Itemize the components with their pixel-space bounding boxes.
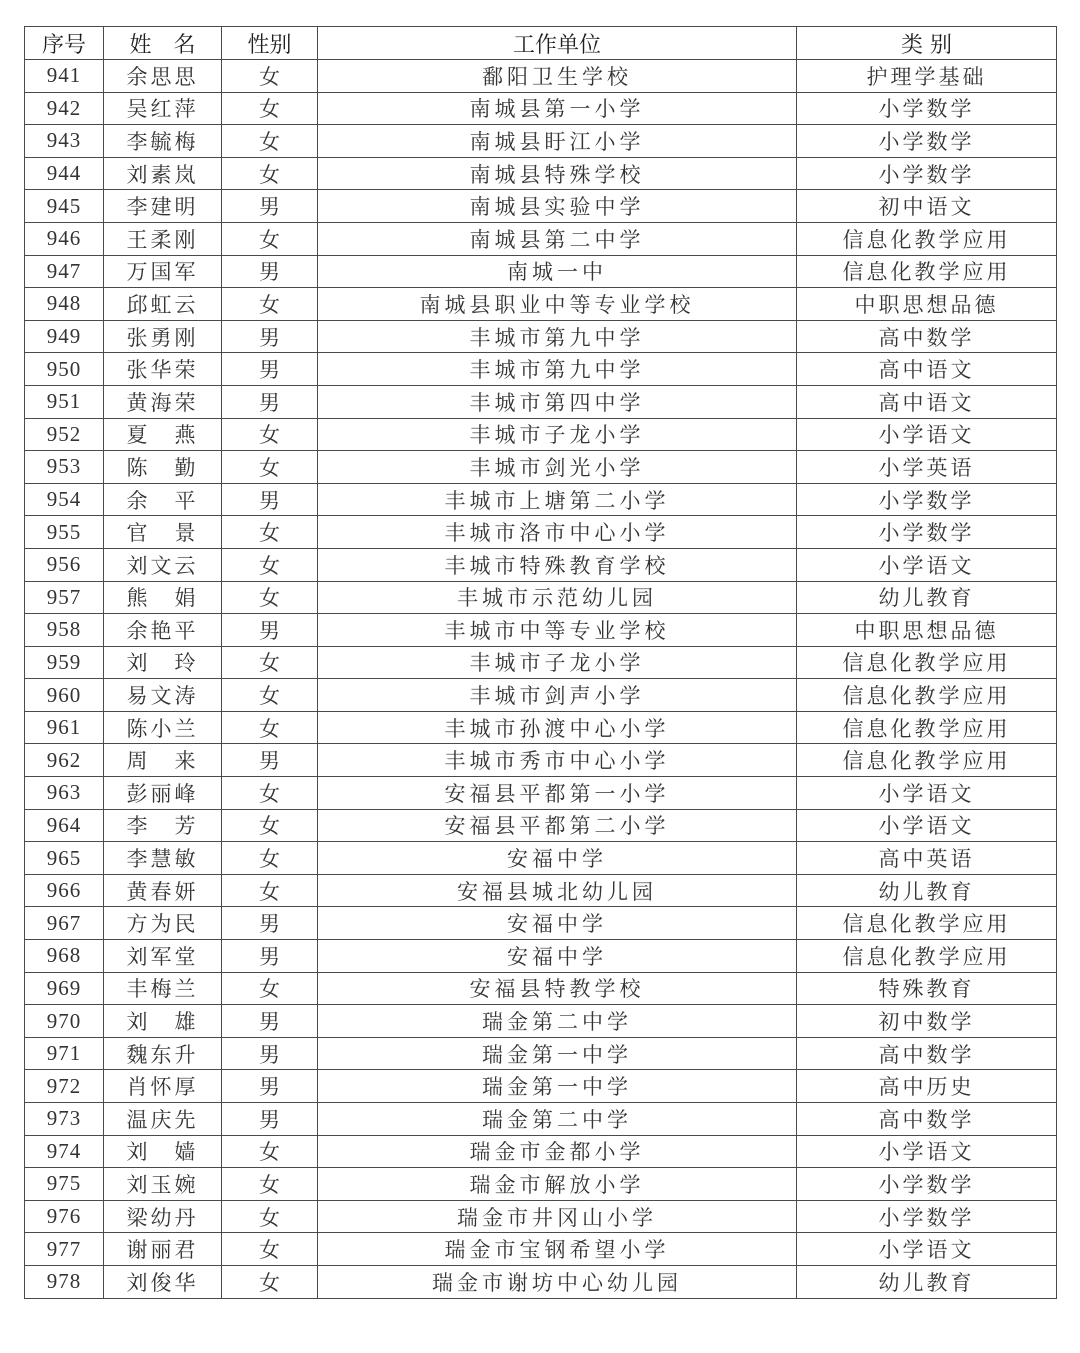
cell-name: 周 来	[104, 744, 222, 777]
table-row	[25, 777, 1057, 810]
cell-seq: 954	[25, 483, 104, 516]
cell-unit: 丰城市中等专业学校	[318, 614, 797, 647]
cell-unit: 南城县职业中等专业学校	[318, 288, 797, 321]
cell-gender: 男	[222, 255, 318, 288]
table-row	[25, 842, 1057, 875]
cell-gender: 女	[222, 646, 318, 679]
cell-unit: 南城县第二中学	[318, 222, 797, 255]
table-row	[25, 516, 1057, 549]
table-row	[25, 874, 1057, 907]
cell-unit: 丰城市剑声小学	[318, 679, 797, 712]
cell-name: 梁幼丹	[104, 1200, 222, 1233]
cell-name: 刘 雄	[104, 1005, 222, 1038]
cell-seq: 973	[25, 1103, 104, 1136]
table-row	[25, 581, 1057, 614]
cell-name: 夏 燕	[104, 418, 222, 451]
cell-gender: 女	[222, 516, 318, 549]
cell-unit: 丰城市上塘第二小学	[318, 483, 797, 516]
cell-name: 黄海荣	[104, 385, 222, 418]
cell-seq: 968	[25, 940, 104, 973]
table-row	[25, 288, 1057, 321]
cell-category: 小学语文	[797, 777, 1057, 810]
cell-category: 小学英语	[797, 451, 1057, 484]
cell-category: 信息化教学应用	[797, 646, 1057, 679]
cell-category: 高中历史	[797, 1070, 1057, 1103]
cell-gender: 男	[222, 483, 318, 516]
table-row	[25, 60, 1057, 93]
table-header-row	[25, 27, 1057, 60]
cell-seq: 963	[25, 777, 104, 810]
table-row	[25, 940, 1057, 973]
cell-name: 余艳平	[104, 614, 222, 647]
table-row	[25, 190, 1057, 223]
cell-seq: 972	[25, 1070, 104, 1103]
cell-seq: 971	[25, 1037, 104, 1070]
cell-unit: 丰城市第九中学	[318, 353, 797, 386]
cell-seq: 958	[25, 614, 104, 647]
cell-gender: 女	[222, 418, 318, 451]
cell-name: 陈 勤	[104, 451, 222, 484]
cell-name: 李慧敏	[104, 842, 222, 875]
cell-gender: 女	[222, 222, 318, 255]
table-row	[25, 385, 1057, 418]
cell-seq: 961	[25, 711, 104, 744]
cell-unit: 丰城市剑光小学	[318, 451, 797, 484]
cell-name: 熊 娟	[104, 581, 222, 614]
cell-category: 高中语文	[797, 353, 1057, 386]
cell-gender: 女	[222, 92, 318, 125]
table-row	[25, 1265, 1057, 1298]
cell-gender: 男	[222, 940, 318, 973]
cell-category: 高中英语	[797, 842, 1057, 875]
cell-seq: 978	[25, 1265, 104, 1298]
cell-name: 谢丽君	[104, 1233, 222, 1266]
cell-gender: 女	[222, 451, 318, 484]
cell-seq: 942	[25, 92, 104, 125]
cell-name: 邱虹云	[104, 288, 222, 321]
cell-unit: 瑞金第一中学	[318, 1037, 797, 1070]
cell-gender: 女	[222, 157, 318, 190]
cell-seq: 974	[25, 1135, 104, 1168]
cell-gender: 女	[222, 125, 318, 158]
table-row	[25, 711, 1057, 744]
cell-unit: 安福中学	[318, 940, 797, 973]
cell-unit: 南城县第一小学	[318, 92, 797, 125]
teacher-roster-table	[24, 26, 1057, 1299]
table-row	[25, 125, 1057, 158]
table-body	[25, 60, 1057, 1299]
table-row	[25, 353, 1057, 386]
cell-name: 张勇刚	[104, 320, 222, 353]
cell-category: 初中数学	[797, 1005, 1057, 1038]
cell-gender: 男	[222, 190, 318, 223]
cell-gender: 女	[222, 288, 318, 321]
cell-category: 信息化教学应用	[797, 222, 1057, 255]
cell-gender: 男	[222, 1037, 318, 1070]
cell-unit: 安福中学	[318, 907, 797, 940]
cell-gender: 男	[222, 907, 318, 940]
cell-category: 初中语文	[797, 190, 1057, 223]
cell-category: 信息化教学应用	[797, 744, 1057, 777]
cell-unit: 鄱阳卫生学校	[318, 60, 797, 93]
cell-category: 幼儿教育	[797, 581, 1057, 614]
cell-name: 刘素岚	[104, 157, 222, 190]
cell-category: 中职思想品德	[797, 614, 1057, 647]
cell-unit: 瑞金市谢坊中心幼儿园	[318, 1265, 797, 1298]
cell-seq: 960	[25, 679, 104, 712]
cell-name: 黄春妍	[104, 874, 222, 907]
cell-seq: 944	[25, 157, 104, 190]
cell-category: 高中语文	[797, 385, 1057, 418]
cell-name: 陈小兰	[104, 711, 222, 744]
cell-name: 李 芳	[104, 809, 222, 842]
table-row	[25, 646, 1057, 679]
cell-category: 小学语文	[797, 1233, 1057, 1266]
table-row	[25, 907, 1057, 940]
cell-category: 护理学基础	[797, 60, 1057, 93]
cell-name: 肖怀厚	[104, 1070, 222, 1103]
cell-seq: 965	[25, 842, 104, 875]
cell-unit: 安福中学	[318, 842, 797, 875]
header-unit	[318, 27, 797, 60]
cell-category: 小学语文	[797, 1135, 1057, 1168]
table-row	[25, 1070, 1057, 1103]
table-row	[25, 1037, 1057, 1070]
cell-seq: 962	[25, 744, 104, 777]
table-row	[25, 548, 1057, 581]
cell-gender: 女	[222, 581, 318, 614]
cell-category: 幼儿教育	[797, 874, 1057, 907]
table-row	[25, 809, 1057, 842]
cell-seq: 955	[25, 516, 104, 549]
cell-category: 小学数学	[797, 1168, 1057, 1201]
cell-gender: 女	[222, 60, 318, 93]
table-row	[25, 418, 1057, 451]
header-seq-label: 序号	[41, 32, 86, 58]
cell-unit: 瑞金第二中学	[318, 1005, 797, 1038]
cell-unit: 南城县特殊学校	[318, 157, 797, 190]
cell-gender: 女	[222, 1233, 318, 1266]
cell-category: 信息化教学应用	[797, 940, 1057, 973]
cell-category: 小学语文	[797, 418, 1057, 451]
cell-name: 王柔刚	[104, 222, 222, 255]
cell-name: 彭丽峰	[104, 777, 222, 810]
cell-seq: 952	[25, 418, 104, 451]
cell-category: 小学语文	[797, 809, 1057, 842]
header-category	[797, 27, 1057, 60]
table-row	[25, 614, 1057, 647]
cell-gender: 女	[222, 1200, 318, 1233]
cell-gender: 男	[222, 1070, 318, 1103]
cell-category: 小学数学	[797, 157, 1057, 190]
cell-category: 信息化教学应用	[797, 711, 1057, 744]
cell-name: 官 景	[104, 516, 222, 549]
table-row	[25, 222, 1057, 255]
cell-seq: 967	[25, 907, 104, 940]
document-sheet	[24, 26, 1056, 1299]
cell-seq: 970	[25, 1005, 104, 1038]
cell-gender: 女	[222, 777, 318, 810]
cell-seq: 976	[25, 1200, 104, 1233]
cell-name: 张华荣	[104, 353, 222, 386]
table-row	[25, 1135, 1057, 1168]
cell-unit: 瑞金市井冈山小学	[318, 1200, 797, 1233]
header-seq	[25, 27, 104, 60]
cell-seq: 959	[25, 646, 104, 679]
cell-unit: 丰城市秀市中心小学	[318, 744, 797, 777]
cell-seq: 950	[25, 353, 104, 386]
cell-gender: 女	[222, 874, 318, 907]
table-row	[25, 1005, 1057, 1038]
table-row	[25, 483, 1057, 516]
cell-category: 高中数学	[797, 320, 1057, 353]
table-row	[25, 451, 1057, 484]
cell-name: 方为民	[104, 907, 222, 940]
cell-gender: 男	[222, 385, 318, 418]
cell-name: 刘 嫱	[104, 1135, 222, 1168]
cell-unit: 南城县盱江小学	[318, 125, 797, 158]
cell-unit: 丰城市示范幼儿园	[318, 581, 797, 614]
cell-seq: 969	[25, 972, 104, 1005]
cell-category: 小学数学	[797, 92, 1057, 125]
cell-unit: 南城一中	[318, 255, 797, 288]
cell-category: 小学数学	[797, 483, 1057, 516]
cell-seq: 977	[25, 1233, 104, 1266]
cell-gender: 男	[222, 320, 318, 353]
cell-name: 余思思	[104, 60, 222, 93]
cell-gender: 女	[222, 1265, 318, 1298]
cell-gender: 男	[222, 1103, 318, 1136]
table-row	[25, 972, 1057, 1005]
table-row	[25, 1168, 1057, 1201]
cell-category: 小学语文	[797, 548, 1057, 581]
cell-name: 魏东升	[104, 1037, 222, 1070]
cell-unit: 瑞金市解放小学	[318, 1168, 797, 1201]
table-row	[25, 744, 1057, 777]
table-row	[25, 92, 1057, 125]
table-row	[25, 320, 1057, 353]
cell-category: 信息化教学应用	[797, 255, 1057, 288]
cell-unit: 南城县实验中学	[318, 190, 797, 223]
cell-gender: 女	[222, 679, 318, 712]
cell-category: 幼儿教育	[797, 1265, 1057, 1298]
cell-seq: 948	[25, 288, 104, 321]
cell-category: 中职思想品德	[797, 288, 1057, 321]
cell-category: 高中数学	[797, 1103, 1057, 1136]
cell-name: 温庆先	[104, 1103, 222, 1136]
cell-category: 小学数学	[797, 1200, 1057, 1233]
cell-seq: 956	[25, 548, 104, 581]
cell-gender: 女	[222, 972, 318, 1005]
cell-gender: 男	[222, 614, 318, 647]
cell-gender: 女	[222, 1135, 318, 1168]
cell-category: 信息化教学应用	[797, 679, 1057, 712]
cell-unit: 瑞金市金都小学	[318, 1135, 797, 1168]
cell-gender: 男	[222, 744, 318, 777]
cell-name: 刘玉婉	[104, 1168, 222, 1201]
cell-name: 万国军	[104, 255, 222, 288]
cell-unit: 瑞金第一中学	[318, 1070, 797, 1103]
cell-unit: 安福县特教学校	[318, 972, 797, 1005]
cell-seq: 951	[25, 385, 104, 418]
cell-unit: 丰城市第四中学	[318, 385, 797, 418]
table-row	[25, 157, 1057, 190]
cell-seq: 945	[25, 190, 104, 223]
cell-unit: 丰城市孙渡中心小学	[318, 711, 797, 744]
table-row	[25, 255, 1057, 288]
cell-seq: 957	[25, 581, 104, 614]
cell-unit: 丰城市子龙小学	[318, 646, 797, 679]
cell-category: 小学数学	[797, 125, 1057, 158]
cell-unit: 丰城市子龙小学	[318, 418, 797, 451]
cell-unit: 瑞金第二中学	[318, 1103, 797, 1136]
cell-category: 高中数学	[797, 1037, 1057, 1070]
cell-name: 刘俊华	[104, 1265, 222, 1298]
cell-seq: 946	[25, 222, 104, 255]
cell-category: 小学数学	[797, 516, 1057, 549]
header-name-label: 姓 名	[129, 32, 196, 58]
cell-seq: 947	[25, 255, 104, 288]
cell-unit: 丰城市洛市中心小学	[318, 516, 797, 549]
table-row	[25, 1103, 1057, 1136]
header-gender-label: 性别	[247, 32, 292, 58]
cell-seq: 966	[25, 874, 104, 907]
cell-category: 特殊教育	[797, 972, 1057, 1005]
cell-unit: 丰城市特殊教育学校	[318, 548, 797, 581]
cell-name: 吴红萍	[104, 92, 222, 125]
cell-seq: 941	[25, 60, 104, 93]
cell-unit: 安福县城北幼儿园	[318, 874, 797, 907]
header-name	[104, 27, 222, 60]
cell-name: 丰梅兰	[104, 972, 222, 1005]
table-row	[25, 679, 1057, 712]
cell-unit: 丰城市第九中学	[318, 320, 797, 353]
cell-category: 信息化教学应用	[797, 907, 1057, 940]
cell-gender: 女	[222, 842, 318, 875]
cell-gender: 男	[222, 1005, 318, 1038]
header-category-label: 类 别	[901, 32, 952, 58]
cell-name: 易文涛	[104, 679, 222, 712]
header-gender	[222, 27, 318, 60]
cell-seq: 975	[25, 1168, 104, 1201]
table-row	[25, 1233, 1057, 1266]
cell-name: 李建明	[104, 190, 222, 223]
cell-seq: 943	[25, 125, 104, 158]
cell-name: 刘文云	[104, 548, 222, 581]
cell-name: 刘军堂	[104, 940, 222, 973]
cell-seq: 953	[25, 451, 104, 484]
header-unit-label: 工作单位	[512, 32, 601, 58]
cell-gender: 女	[222, 548, 318, 581]
cell-gender: 女	[222, 711, 318, 744]
cell-gender: 女	[222, 809, 318, 842]
cell-gender: 女	[222, 1168, 318, 1201]
cell-gender: 男	[222, 353, 318, 386]
cell-unit: 安福县平都第二小学	[318, 809, 797, 842]
cell-name: 李毓梅	[104, 125, 222, 158]
cell-unit: 安福县平都第一小学	[318, 777, 797, 810]
cell-seq: 964	[25, 809, 104, 842]
cell-unit: 瑞金市宝钢希望小学	[318, 1233, 797, 1266]
cell-seq: 949	[25, 320, 104, 353]
cell-name: 刘 玲	[104, 646, 222, 679]
table-row	[25, 1200, 1057, 1233]
cell-name: 余 平	[104, 483, 222, 516]
